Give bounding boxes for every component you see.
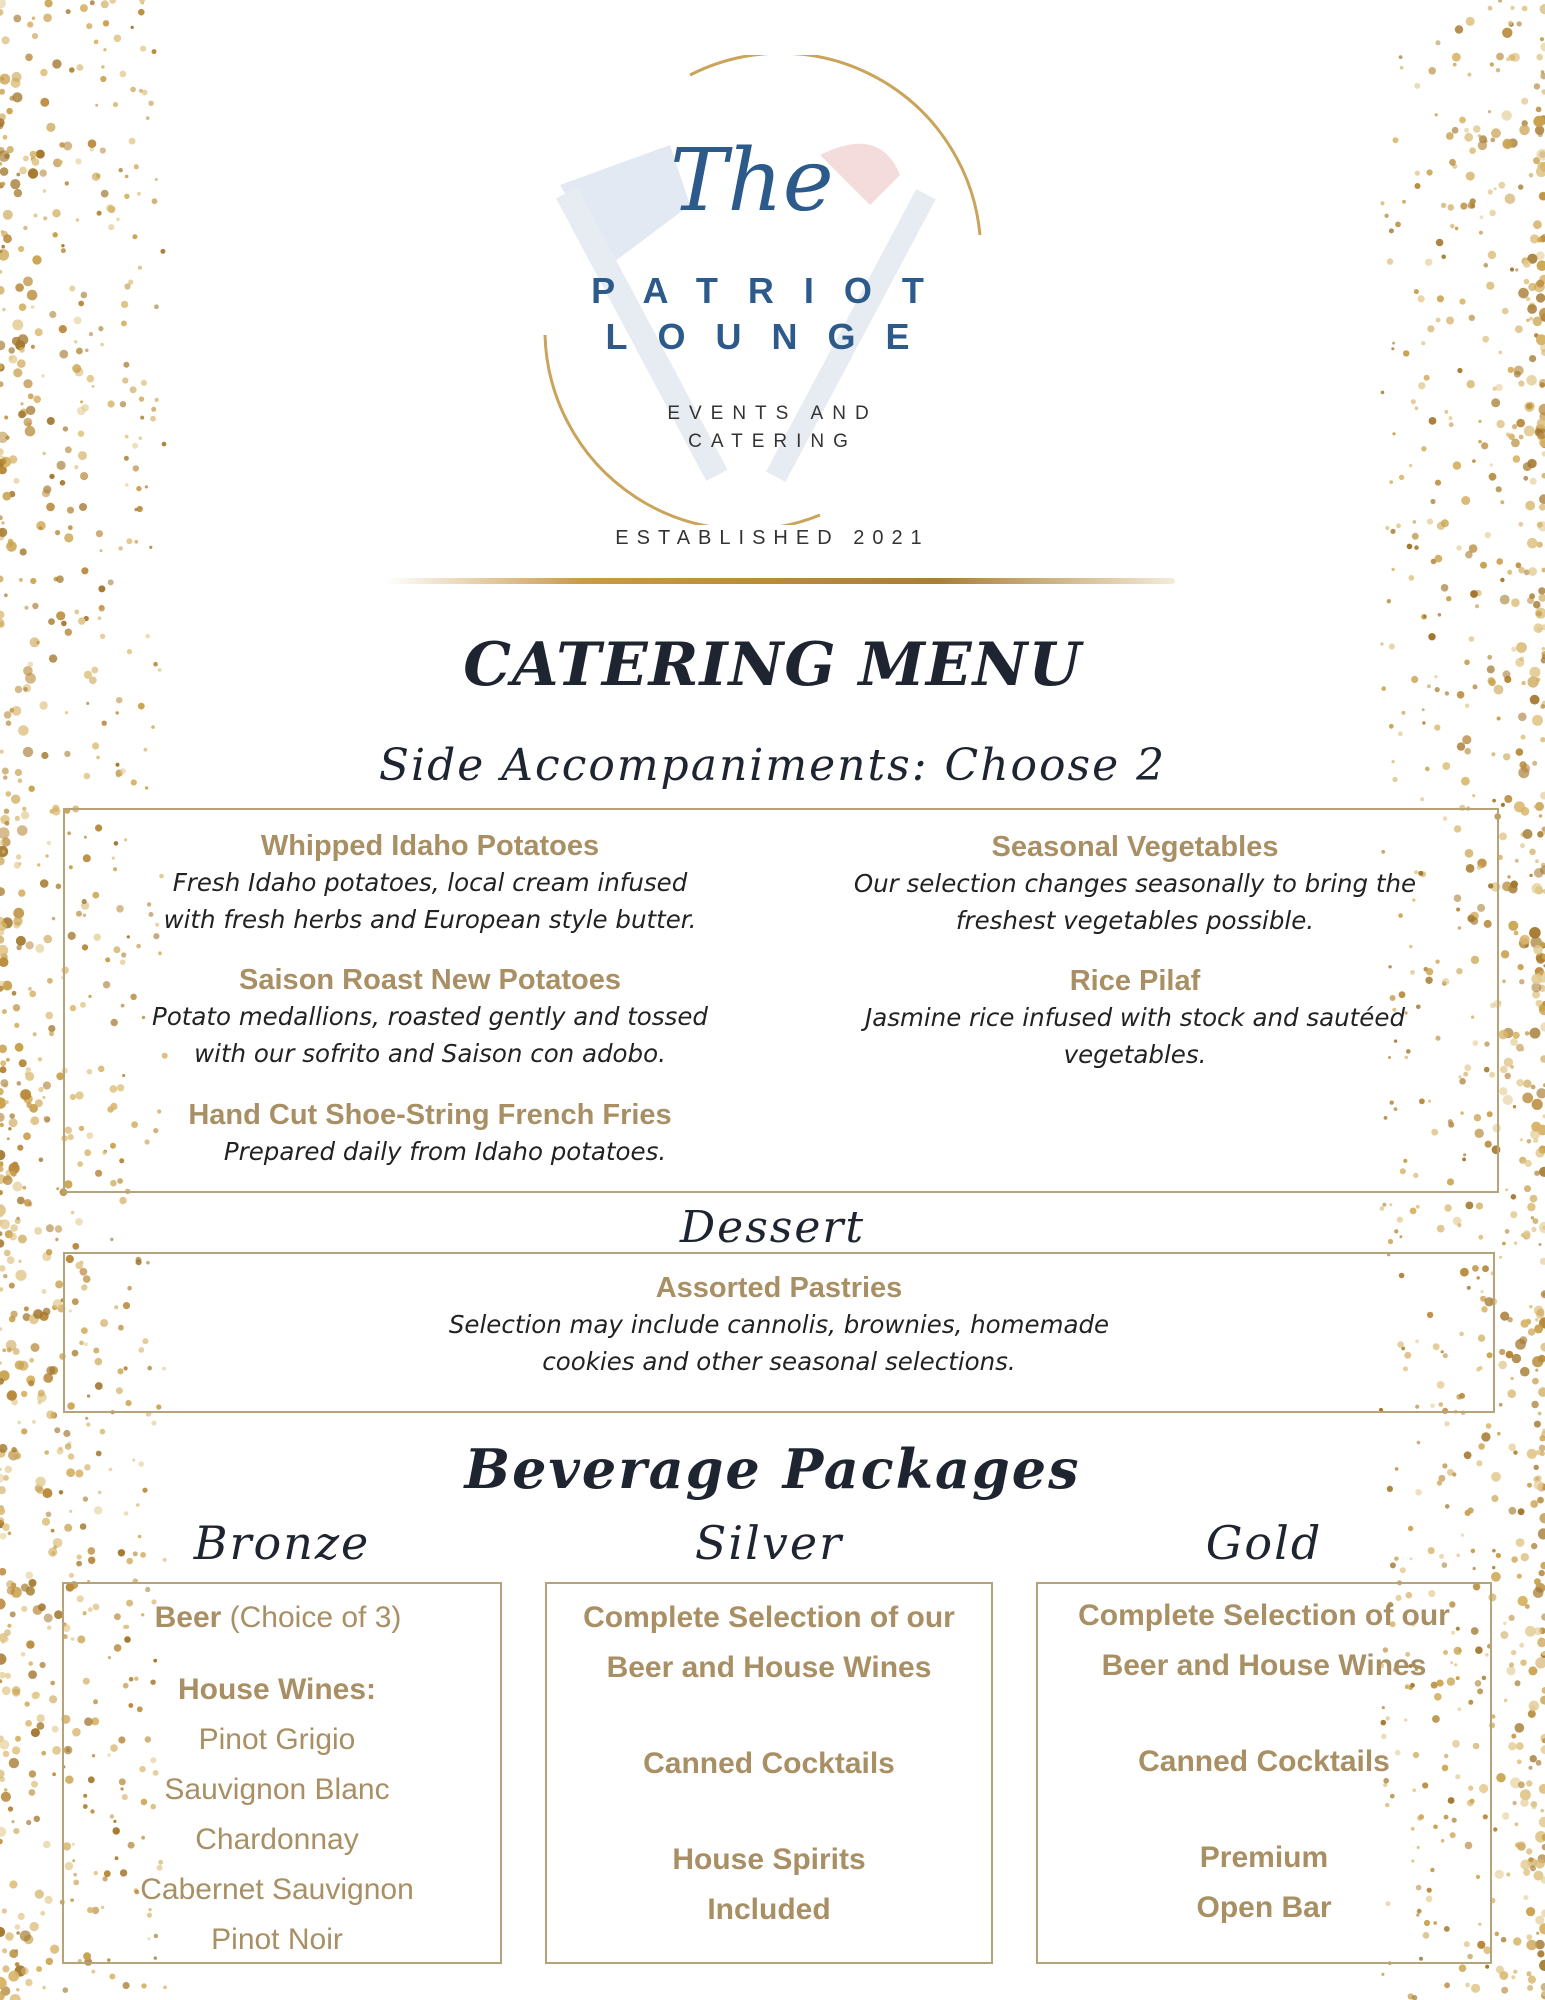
side-item-desc: with fresh herbs and European style butter. <box>163 905 697 934</box>
bronze-wines-label: House Wines: <box>177 1673 377 1706</box>
silver-line: Included <box>707 1893 831 1926</box>
dessert-item <box>63 1270 1495 1380</box>
silver-line: House Spirits <box>672 1843 866 1876</box>
side-item-name: Saison Roast New Potatoes <box>239 964 621 996</box>
established-text: ESTABLISHED 2021 <box>615 527 930 549</box>
page-title: CATERING MENU <box>463 630 1082 700</box>
side-item-name: Seasonal Vegetables <box>991 831 1279 863</box>
gold-title: Gold <box>1205 1516 1323 1570</box>
side-item-desc: Jasmine rice infused with stock and sautéed <box>864 1003 1405 1032</box>
silver-package <box>545 1593 993 1935</box>
side-item-desc: Our selection changes seasonally to bring the <box>853 869 1417 898</box>
side-item <box>110 1097 750 1170</box>
side-item-name: Hand Cut Shoe-String French Fries <box>188 1099 672 1131</box>
side-item <box>815 963 1455 1073</box>
bronze-wine: Pinot Grigio <box>198 1723 356 1756</box>
sides-heading: Side Accompaniments: Choose 2 <box>378 740 1167 791</box>
gold-divider <box>385 578 1175 584</box>
silver-line: Beer and House Wines <box>606 1651 932 1684</box>
side-item-name: Whipped Idaho Potatoes <box>260 830 600 862</box>
dessert-name: Assorted Pastries <box>655 1272 903 1304</box>
bronze-title: Bronze <box>193 1516 371 1570</box>
bronze-package <box>62 1593 492 1965</box>
dessert-desc: cookies and other seasonal selections. <box>542 1347 1016 1376</box>
gold-line: Complete Selection of our <box>1078 1599 1450 1632</box>
gold-line: Beer and House Wines <box>1101 1649 1427 1682</box>
side-item <box>110 962 750 1072</box>
bronze-wine: Sauvignon Blanc <box>164 1773 390 1806</box>
silver-title: Silver <box>694 1516 844 1570</box>
side-item-desc: freshest vegetables possible. <box>955 906 1315 935</box>
side-item-name: Rice Pilaf <box>1069 965 1201 997</box>
side-item-desc: with our sofrito and Saison con adobo. <box>194 1039 666 1068</box>
silver-line: Canned Cocktails <box>643 1747 895 1780</box>
gold-package <box>1036 1591 1492 1933</box>
silver-line: Complete Selection of our <box>583 1601 955 1634</box>
gold-line: Open Bar <box>1196 1891 1332 1924</box>
logo-script-word: The <box>670 131 834 231</box>
side-item-desc: Fresh Idaho potatoes, local cream infused <box>172 868 688 897</box>
logo-sub-events: EVENTS AND <box>667 403 878 424</box>
side-item <box>815 829 1455 939</box>
bronze-beer-note: (Choice of 3) <box>221 1601 402 1634</box>
logo-word-lounge: LOUNGE <box>605 316 940 357</box>
logo-sub-catering: CATERING <box>688 431 857 452</box>
dessert-desc: Selection may include cannolis, brownies, homemade <box>448 1310 1110 1339</box>
side-item-desc: Potato medallions, roasted gently and tossed <box>152 1002 708 1031</box>
bronze-beer: Beer <box>154 1601 222 1634</box>
side-item-desc: Prepared daily from Idaho potatoes. <box>223 1137 667 1166</box>
logo-word-patriot: PATRIOT <box>591 270 954 311</box>
dessert-heading: Dessert <box>679 1202 866 1253</box>
gold-line: Premium <box>1199 1841 1329 1874</box>
bronze-wine: Pinot Noir <box>211 1923 343 1956</box>
side-item <box>110 828 750 938</box>
bronze-wine: Cabernet Sauvignon <box>140 1873 414 1906</box>
bronze-wine: Chardonnay <box>195 1823 359 1856</box>
side-item-desc: vegetables. <box>1063 1040 1207 1069</box>
beverages-heading: Beverage Packages <box>464 1437 1081 1501</box>
gold-line: Canned Cocktails <box>1138 1745 1390 1778</box>
